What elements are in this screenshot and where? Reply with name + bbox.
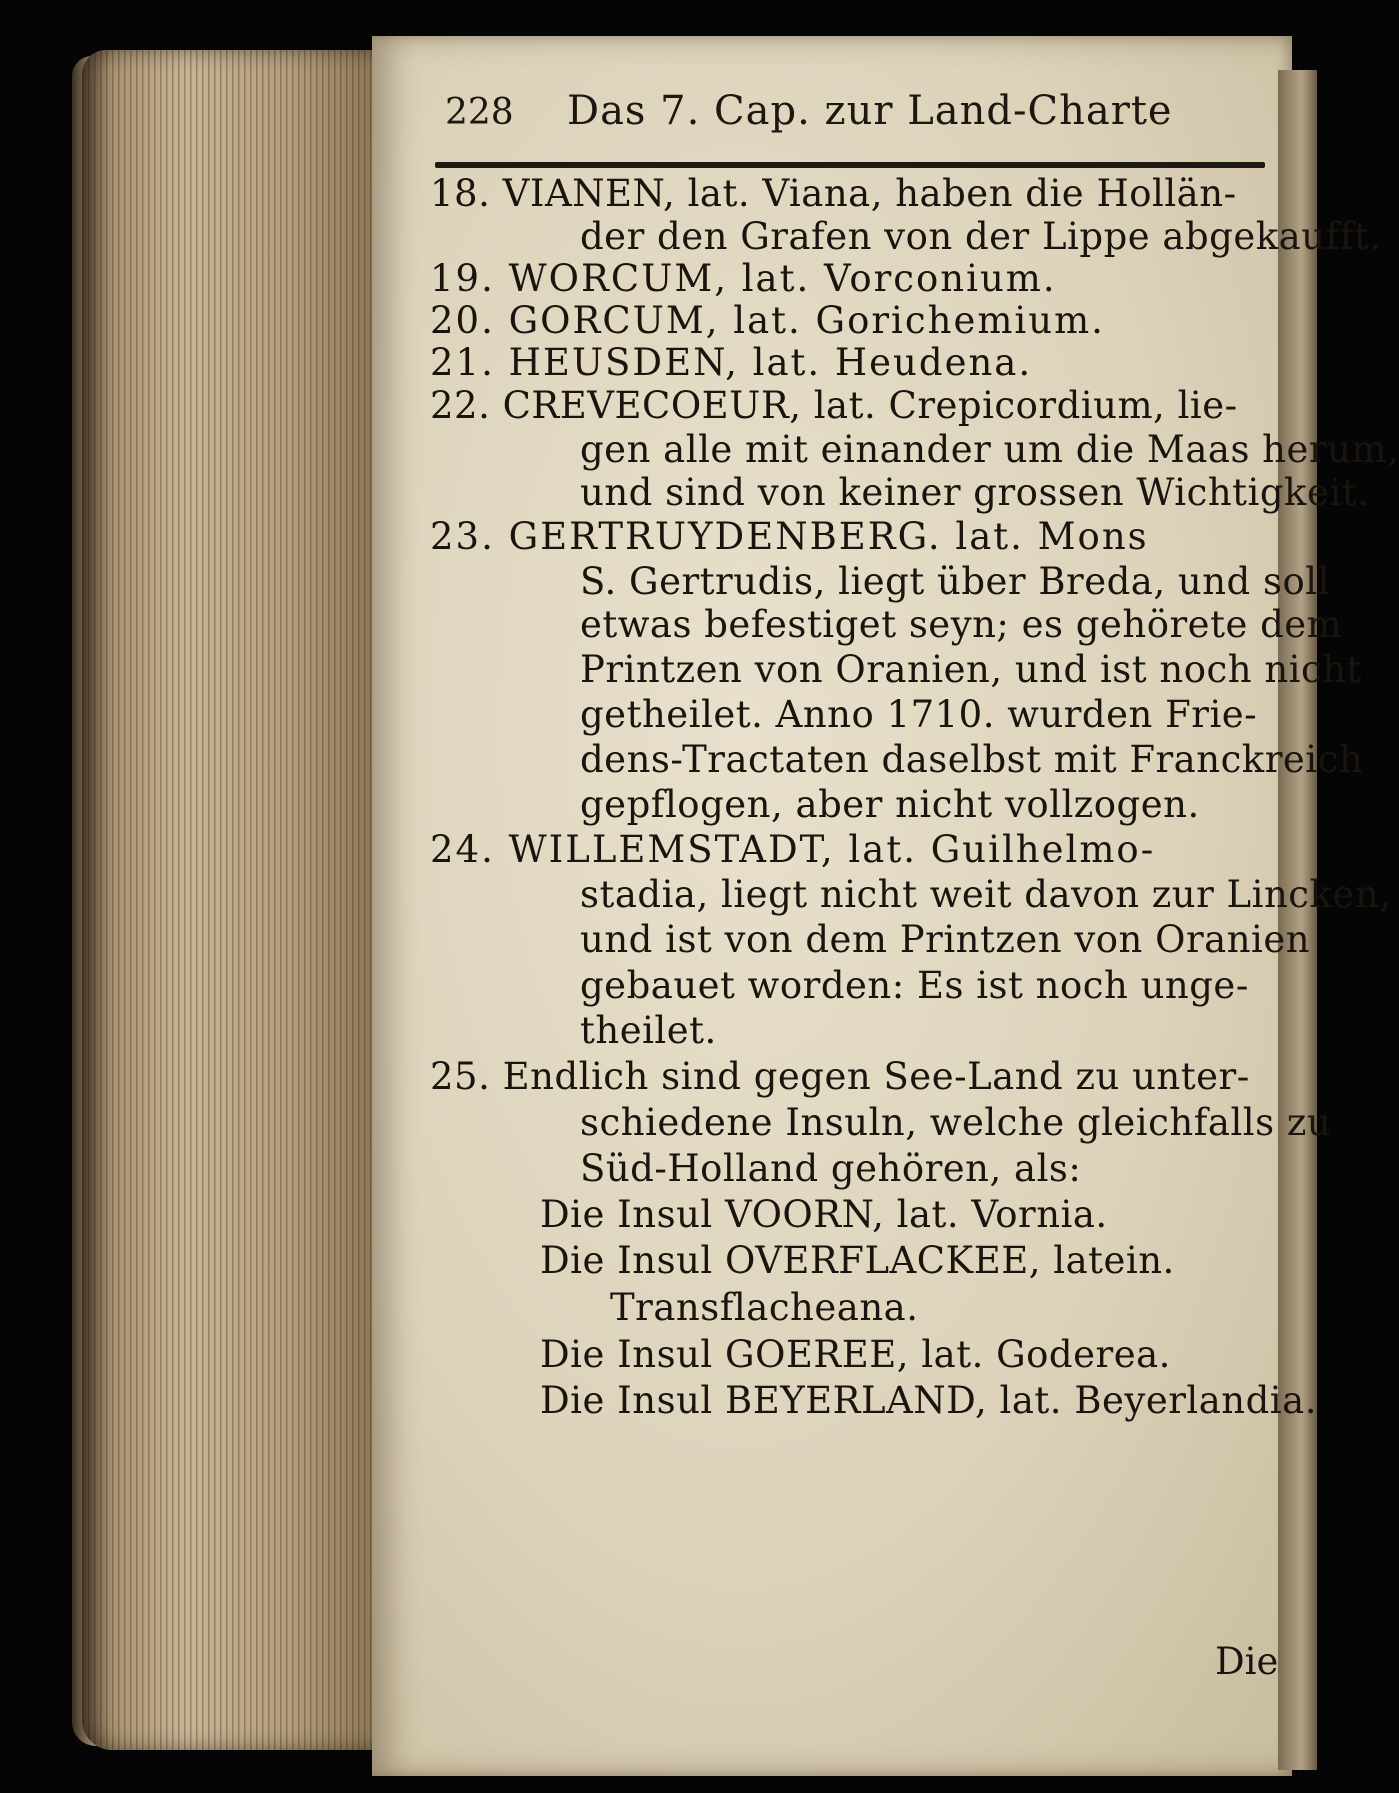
catchword: Die (1215, 1640, 1279, 1683)
text-line: stadia, liegt nicht weit davon zur Lincken, (580, 873, 1392, 916)
text-line: Die Insul OVERFLACKEE, latein. (540, 1239, 1175, 1282)
text-line: S. Gertrudis, liegt über Breda, und soll (580, 560, 1330, 603)
text-line: schiedene Insuln, welche gleichfalls zu (580, 1101, 1332, 1144)
text-line: und sind von keiner grossen Wichtigkeit. (580, 471, 1370, 514)
text-line: 22. CREVECOEUR, lat. Crepicordium, lie- (430, 384, 1238, 427)
text-line: Die Insul GOEREE, lat. Goderea. (540, 1333, 1171, 1376)
text-line: dens-Tractaten daselbst mit Franckreich (580, 738, 1364, 781)
text-line: theilet. (580, 1009, 717, 1052)
text-line: Die Insul VOORN, lat. Vornia. (540, 1193, 1108, 1236)
text-line: 23. GERTRUYDENBERG. lat. Mons (430, 515, 1149, 558)
text-line: 20. GORCUM, lat. Gorichemium. (430, 299, 1105, 342)
text-line: Transflacheana. (610, 1286, 919, 1329)
text-line: 18. VIANEN, lat. Viana, haben die Hollän- (430, 172, 1237, 215)
text-line: und ist von dem Printzen von Oranien (580, 918, 1311, 961)
page-edges (82, 50, 382, 1750)
text-line: Die Insul BEYERLAND, lat. Beyerlandia. (540, 1379, 1317, 1422)
text-line: gebauet worden: Es ist noch unge- (580, 964, 1249, 1007)
text-line: etwas befestiget seyn; es gehörete dem (580, 603, 1343, 646)
text-line: 21. HEUSDEN, lat. Heudena. (430, 341, 1033, 384)
text-line: Printzen von Oranien, und ist noch nicht (580, 648, 1362, 691)
text-line: gepflogen, aber nicht vollzogen. (580, 783, 1200, 826)
text-line: 24. WILLEMSTADT, lat. Guilhelmo- (430, 828, 1156, 871)
running-title: Das 7. Cap. zur Land-Charte (567, 88, 1173, 134)
text-line: getheilet. Anno 1710. wurden Frie- (580, 693, 1258, 736)
text-line: der den Grafen von der Lippe abgekaufft. (580, 215, 1382, 258)
header-rule (435, 162, 1265, 168)
running-header (435, 86, 1255, 146)
text-line: 19. WORCUM, lat. Vorconium. (430, 257, 1057, 300)
text-line: gen alle mit einander um die Maas herum, (580, 428, 1399, 471)
text-line: Süd-Holland gehören, als: (580, 1147, 1082, 1190)
page-number: 228 (445, 92, 514, 133)
text-line: 25. Endlich sind gegen See-Land zu unter- (430, 1055, 1250, 1098)
